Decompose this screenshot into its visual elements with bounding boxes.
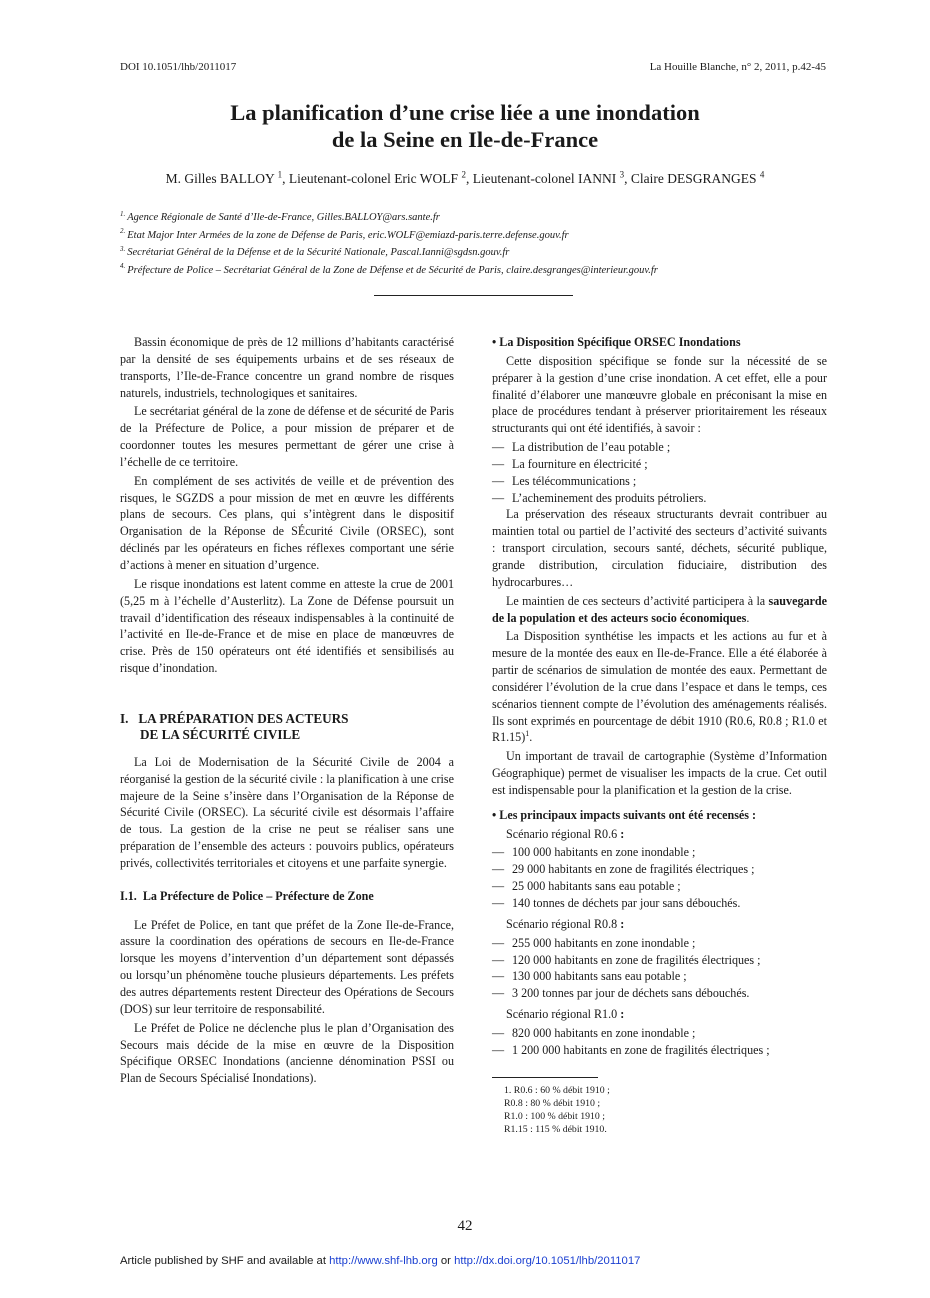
affiliation-text: Préfecture de Police – Secrétariat Général de la Zone de Défense et de Sécurité de Paris, claire.desgranges@interieur.gouv.fr	[127, 264, 658, 276]
affiliation-number: 4.	[120, 262, 126, 270]
author-sup: 1	[277, 169, 283, 180]
list-item: — 255 000 habitants en zone inondable ;	[492, 935, 827, 952]
footer-text: Article published by SHF and available at	[120, 1255, 330, 1267]
author-name: , Lieutenant-colonel IANNI	[465, 171, 620, 186]
author-name: M. Gilles BALLOY	[165, 171, 278, 186]
affiliation-item	[120, 244, 820, 262]
bold-text-run: :	[620, 1007, 625, 1022]
section-heading	[120, 711, 454, 744]
left-column	[120, 334, 454, 1089]
body-paragraph: Le Préfet de Police ne déclenche plus le plan d’Organisation des Secours mais décide de la mise en œuvre de la Disposition Spécifique ORSEC Inondations (ancienne dénomination PSSI ou Plan de Secours Spécialisé Inondations).	[120, 1020, 454, 1086]
shf-link[interactable]: http://www.shf-lhb.org	[329, 1255, 438, 1267]
text-run: La Disposition synthétise les impacts et les actions au fur et à mesure de la montée des eaux en Ile-de-France. Elle a été élaborée à partir de scénarios de simulation de montée des eaux. Permettant de considérer l’évolution de la crue dans l’espace et dans le temps, ces scénarios tiennent compte de l’évolution des aménagements réalisés. Ils sont exprimés en pourcentage de débit 1910 (R0.6, R0.8 ; R1.0 et R1.15)	[492, 629, 827, 745]
author-sup: 4	[759, 169, 765, 180]
affiliation-item	[120, 209, 820, 227]
body-paragraph: Un important de travail de cartographie (Système d’Information Géographique) permet de visualiser les impacts de la crue. Cet outil est indispensable pour la planification et la gestion de la crise.	[492, 749, 827, 797]
body-paragraph: Le Préfet de Police, en tant que préfet de la Zone Ile-de-France, assure la coordination des opérations de secours en Ile-de-France lorsque les moyens d’intervention d’un département sont dépassés ou lorsqu’un phénomène touche plusieurs départements. Les préfets des autres départements restent Directeur des Opérations de Secours (DOS) sur leur territoire de responsabilité.	[120, 917, 454, 1016]
list-item: — 29 000 habitants en zone de fragilités électriques ;	[492, 861, 827, 878]
paper-title	[0, 99, 930, 153]
body-paragraph: Le risque inondations est latent comme en atteste la crue de 2001 (5,25 m à l’échelle d’Austerlitz). La Zone de Défense poursuit un travail d’identification des réseaux indispensables à la continuité de l’activité en Ile-de-France et de mise en place de manœuvres de crise. Près de 150 opérateurs ont été identifiés et sensibilisés au risque d’inondation.	[120, 576, 454, 676]
list-item: — 820 000 habitants en zone inondable ;	[492, 1025, 827, 1042]
list-item: — 100 000 habitants en zone inondable ;	[492, 844, 827, 861]
section-heading-line: I. LA PRÉPARATION DES ACTEURS	[120, 710, 349, 726]
footnote-line: 1. R0.6 : 60 % débit 1910 ;	[504, 1084, 610, 1096]
affiliation-item	[120, 262, 820, 280]
body-paragraph: Cette disposition spécifique se fonde sur la nécessité de se préparer à la gestion d’une crise inondation. A cet effet, elle a pour finalité d’élaborer une manœuvre globale en préconisant la mise en place de procédures tendant à préserver prioritairement les réseaux structurants qui ont été identifiés, à savoir :	[492, 353, 827, 436]
title-line-1: La planification d’une crise liée a une inondation	[230, 100, 700, 125]
doi-link[interactable]: http://dx.doi.org/10.1051/lhb/2011017	[454, 1255, 641, 1267]
affiliation-item	[120, 227, 820, 245]
affiliation-number: 2.	[120, 227, 126, 235]
author-name: , Lieutenant-colonel Eric WOLF	[282, 171, 462, 186]
text-run: .	[746, 610, 750, 625]
scenario-label	[492, 916, 827, 933]
body-paragraph: En complément de ses activités de veille et de prévention des risques, le SGZDS a pour mission de met en œuvre les différents plans de secours. Ces plans, qui s’intègrent dans le dispositif Organisation de la Réponse de SÉcurité Civile (ORSEC), sont déclinés par les opérateurs en fiches réflexes comportant une série d’actions à mener en situation d’urgence.	[120, 473, 454, 572]
list-item: — 130 000 habitants sans eau potable ;	[492, 968, 827, 985]
footnote-line: R1.0 : 100 % débit 1910 ;	[504, 1111, 605, 1123]
bold-text-run: :	[620, 916, 625, 931]
author-sup: 2	[461, 169, 466, 180]
list-item: — Les télécommunications ;	[492, 473, 827, 490]
page-number: 42	[457, 1218, 473, 1234]
list-item: — 120 000 habitants en zone de fragilités électriques ;	[492, 952, 827, 969]
author-sup: 3	[619, 169, 625, 180]
affiliation-number: 1.	[120, 209, 126, 218]
list-item: — 140 tonnes de déchets par jour sans débouchés.	[492, 895, 827, 912]
text-run: Scénario régional R0.6	[506, 826, 621, 841]
affiliations	[120, 209, 820, 279]
doi-header: DOI 10.1051/lhb/2011017	[120, 61, 237, 73]
body-paragraph: La préservation des réseaux structurants devrait contribuer au maintien total ou partiel de l’activité des secteurs d’activité suivants : transport circulation, secours santé, déchets, sécurité publique, grande distribution, circulation fiduciaire, distribution des hydrocarbures…	[492, 507, 827, 589]
footnote-rule	[492, 1077, 598, 1078]
footer	[120, 1255, 640, 1267]
affiliation-number: 3.	[120, 244, 126, 253]
text-run: Scénario régional R0.8	[506, 916, 621, 931]
text-run: Scénario régional R1.0	[506, 1007, 621, 1022]
footnote-ref: 1	[525, 729, 530, 739]
affiliation-text: Secrétariat Général de la Défense et de la Sécurité Nationale, Pascal.Ianni@sgdsn.gouv.fr	[127, 247, 510, 258]
bullet-heading: • Les principaux impacts suivants ont été recensés :	[492, 807, 827, 824]
list-item: — La distribution de l’eau potable ;	[492, 439, 827, 456]
list-item: — 3 200 tonnes par jour de déchets sans débouchés.	[492, 985, 827, 1002]
footnote-line: R1.15 : 115 % débit 1910.	[504, 1124, 607, 1136]
affiliation-text: Etat Major Inter Armées de la zone de Défense de Paris, eric.WOLF@emiazd-paris.terre.defense.gouv.fr	[127, 229, 569, 241]
list-item: — La fourniture en électricité ;	[492, 456, 827, 473]
scenario-label	[492, 826, 827, 843]
author-name: , Claire DESGRANGES	[624, 171, 760, 186]
journal-header: La Houille Blanche, n° 2, 2011, p.42-45	[649, 61, 826, 73]
text-run: .	[529, 730, 533, 745]
text-run: Le maintien de ces secteurs d’activité participera à la	[506, 593, 769, 608]
author-list	[0, 171, 930, 187]
body-paragraph: Bassin économique de près de 12 millions d’habitants caractérisé par la densité de ses équipements urbains et de ses réseaux de transports, l’Ile-de-France concentre un grand nombre de risques naturels, industriels, technologiques et sanitaires.	[120, 335, 454, 400]
footnote-line: R0.8 : 80 % débit 1910 ;	[504, 1097, 601, 1109]
body-paragraph	[492, 593, 827, 627]
bold-text-run: sauvegarde de la population et des acteurs socio économiques	[492, 593, 827, 625]
separator-rule	[374, 295, 573, 296]
bold-text-run: :	[620, 826, 625, 841]
right-column	[492, 334, 827, 1137]
list-item: — 1 200 000 habitants en zone de fragilités électriques ;	[492, 1042, 827, 1059]
body-paragraph: Le secrétariat général de la zone de défense et de sécurité de Paris de la Préfecture de Police, a pour mission de préparer et de coordonner toutes les mesures permettant de gérer une crise à l’échelle de ce territoire.	[120, 404, 454, 469]
list-item: — L’acheminement des produits pétroliers.	[492, 490, 827, 507]
bullet-heading: • La Disposition Spécifique ORSEC Inondations	[492, 334, 827, 351]
footer-text: or	[437, 1255, 455, 1267]
body-paragraph: La Loi de Modernisation de la Sécurité Civile de 2004 a réorganisé la gestion de la sécurité civile : la planification à une crise majeure de la Seine s’insère dans l’Organisation de la Réponse de Sécurité Civile (ORSEC). La sécurité civile est désormais l’affaire de tous. La gestion de la crise ne peut se réaliser sans une préparation de l’ensemble des acteurs : pouvoirs publics, opérateurs privés, collectivités territoriales et citoyens et une parfaite synergie.	[120, 754, 454, 870]
title-line-2: de la Seine en Ile-de-France	[331, 127, 599, 152]
scenario-label	[492, 1006, 827, 1023]
body-paragraph	[492, 628, 827, 746]
affiliation-text: Agence Régionale de Santé d’Ile-de-France, Gilles.BALLOY@ars.sante.fr	[127, 212, 440, 223]
section-heading-line: DE LA SÉCURITÉ CIVILE	[140, 727, 301, 743]
list-item: — 25 000 habitants sans eau potable ;	[492, 878, 827, 895]
subsection-heading: I.1. La Préfecture de Police – Préfecture de Zone	[120, 888, 374, 903]
